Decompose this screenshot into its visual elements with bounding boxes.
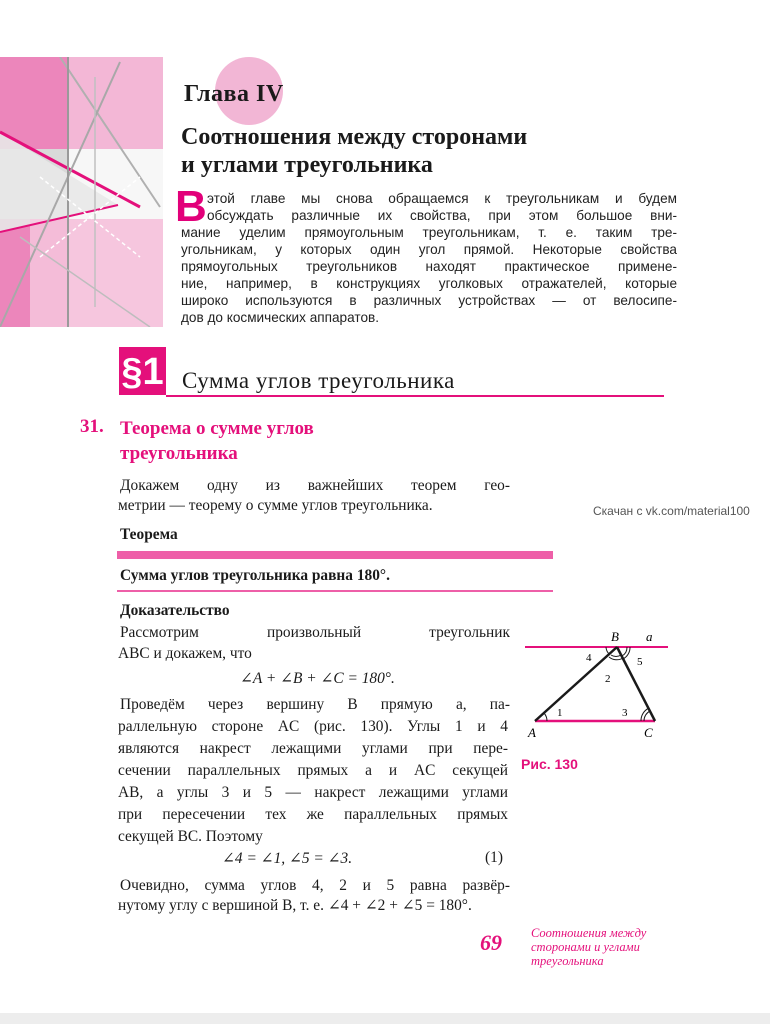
label-angle-4: 4 xyxy=(586,652,592,664)
item-title-line: Теорема о сумме углов xyxy=(120,418,314,439)
footer-band xyxy=(0,1013,770,1024)
intro-line: прямоугольных треугольников находят практическое примене- xyxy=(181,259,677,274)
formula-equalities: ∠4 = ∠1, ∠5 = ∠3. xyxy=(222,850,353,867)
proof-line: нутому углу с вершиной B, т. е. ∠4 + ∠2 + ∠5 = 180°. xyxy=(118,897,472,914)
section-rule xyxy=(166,395,664,397)
chapter-label: Глава IV xyxy=(184,81,284,107)
proof-line: Рассмотрим произвольный треугольник xyxy=(120,624,510,641)
proof-label: Доказательство xyxy=(120,602,230,619)
label-angle-2: 2 xyxy=(605,673,611,685)
page-number: 69 xyxy=(480,930,502,955)
intro-line: угольникам, у которых один угол прямой. Некоторые свойства xyxy=(181,242,677,257)
proof-line: раллельную стороне AC (рис. 130). Углы 1 и 4 xyxy=(118,718,508,735)
item-number: 31. xyxy=(80,416,104,437)
arc-angle-3 xyxy=(644,711,650,721)
chapter-title-line: и углами треугольника xyxy=(181,152,433,178)
intro-line: дов до космических аппаратов. xyxy=(181,310,380,325)
item-title xyxy=(120,416,314,466)
item-title-line: треугольника xyxy=(120,443,238,464)
chapter-title xyxy=(181,123,661,179)
proof-line: сечении параллельных прямых a и AC секущей xyxy=(118,762,508,779)
lead-line: Докажем одну из важнейших теорем гео- xyxy=(120,477,510,494)
chapter-decoration xyxy=(0,57,163,327)
intro-line: широко используются в различных устройствах — от велосипе- xyxy=(181,293,677,308)
lead-line: метрии — теорему о сумме углов треугольника. xyxy=(118,497,433,514)
theorem-statement: Сумма углов треугольника равна 180°. xyxy=(120,567,390,584)
label-c: C xyxy=(644,725,653,740)
intro-line: мание уделим прямоугольным треугольникам, т. е. таким тре- xyxy=(181,225,677,240)
label-angle-5: 5 xyxy=(637,656,643,668)
label-angle-1: 1 xyxy=(557,707,563,719)
watermark-text: Скачан с vk.com/material100 xyxy=(593,504,750,518)
arc-angle-2-outer xyxy=(609,657,623,660)
label-angle-3: 3 xyxy=(622,707,628,719)
section-number: §1 xyxy=(121,351,164,393)
proof-line: секущей BC. Поэтому xyxy=(118,828,263,845)
chapter-title-line: Соотношения между сторонами xyxy=(181,124,528,150)
intro-line: этой главе мы снова обращаемся к треугольникам и будем xyxy=(207,191,677,206)
intro-line: обсуждать различные их свойства, при этом большое вни- xyxy=(207,208,677,223)
proof-line: являются накрест лежащими углами при пере- xyxy=(118,740,508,757)
proof-line: при пересечении тех же параллельных прямых xyxy=(118,806,508,823)
section-title: Сумма углов треугольника xyxy=(182,368,455,393)
label-b: B xyxy=(611,629,619,644)
proof-line: ABC и докажем, что xyxy=(118,645,252,662)
theorem-label: Теорема xyxy=(120,526,178,543)
intro-dropcap: В xyxy=(175,182,207,231)
proof-line: Проведём через вершину B прямую a, па- xyxy=(120,696,510,713)
arc-angle-3-outer xyxy=(641,708,649,721)
proof-line: AB, а углы 3 и 5 — накрест лежащими углами xyxy=(118,784,508,801)
running-head: Соотношения между сторонами и углами треугольника xyxy=(531,926,647,968)
intro-line: ние, например, в конструкциях уголковых отражателей, которые xyxy=(181,276,677,291)
label-a-vertex: A xyxy=(528,725,536,740)
arc-angle-4 xyxy=(606,647,609,654)
figure-caption: Рис. 130 xyxy=(521,756,578,772)
theorem-bar xyxy=(117,551,553,559)
theorem-rule xyxy=(117,590,553,592)
label-a-line: a xyxy=(646,629,653,644)
arc-angle-5 xyxy=(622,647,627,656)
formula-number: (1) xyxy=(485,849,503,866)
proof-line: Очевидно, сумма углов 4, 2 и 5 равна развёр- xyxy=(120,877,510,894)
figure-130 xyxy=(520,625,670,750)
arc-angle-2 xyxy=(611,655,621,657)
formula-angle-sum: ∠A + ∠B + ∠C = 180°. xyxy=(240,670,395,687)
